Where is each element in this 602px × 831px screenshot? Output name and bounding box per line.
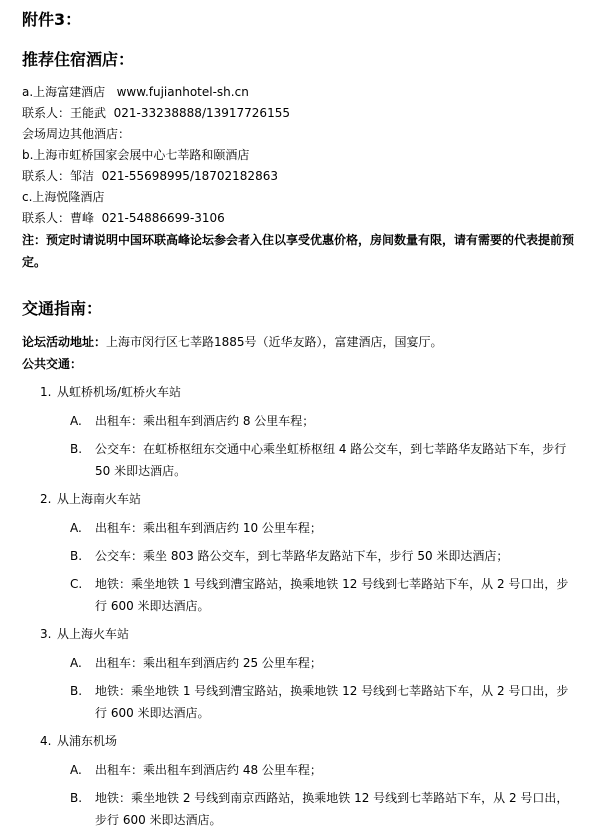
other-hotels-label: 会场周边其他酒店： <box>22 127 131 141</box>
route-option-row <box>70 759 580 781</box>
option-letter: A. <box>70 521 82 535</box>
route-shanghai-south <box>22 489 580 617</box>
route-shanghai-station <box>22 624 580 724</box>
route-pudong-airport <box>22 731 580 831</box>
route-option-row <box>70 517 580 539</box>
hotel-c-line: c.上海悦隆酒店 <box>22 190 105 204</box>
route-option-row <box>70 438 580 482</box>
route-title-row <box>40 382 580 403</box>
route-option-row <box>70 652 580 674</box>
route-option-row <box>70 410 580 432</box>
option-text: 地铁：乘坐地铁 1 号线到漕宝路站，换乘地铁 12 号线到七莘路站下车，从 2 号口出，步行 600 米即达酒店。 <box>95 577 569 613</box>
option-letter: A. <box>70 656 82 670</box>
forum-address-value: 上海市闵行区七莘路1885号（近华友路），富建酒店，国宴厅。 <box>106 335 443 349</box>
forum-address-label: 论坛活动地址： <box>22 335 107 349</box>
transport-routes-list <box>22 382 580 831</box>
route-option-row <box>70 573 580 617</box>
option-text: 出租车：乘出租车到酒店约 10 公里车程； <box>95 521 322 535</box>
route-option-row <box>70 680 580 724</box>
route-number: 1. <box>40 385 52 399</box>
option-text: 出租车：乘出租车到酒店约 25 公里车程； <box>95 656 322 670</box>
hotel-b-line: b.上海市虹桥国家会展中心七莘路和颐酒店 <box>22 148 250 162</box>
hotel-a-contact: 联系人：王能武 021-33238888/13917726155 <box>22 106 290 120</box>
transport-section-heading: 交通指南： <box>22 299 103 318</box>
booking-note: 注：预定时请说明中国环联高峰论坛参会者入住以享受优惠价格，房间数量有限，请有需要的代表提前预定。 <box>22 233 575 269</box>
option-text: 地铁：乘坐地铁 1 号线到漕宝路站，换乘地铁 12 号线到七莘路站下车，从 2 号口出，步行 600 米即达酒店。 <box>95 684 569 720</box>
forum-address-line <box>22 331 580 353</box>
option-letter: A. <box>70 414 82 428</box>
option-letter: B. <box>70 442 83 456</box>
hotel-a-line: a.上海富建酒店 www.fujianhotel-sh.cn <box>22 85 249 99</box>
option-text: 公交车：乘坐 803 路公交车，到七莘路华友路站下车，步行 50 米即达酒店； <box>95 549 509 563</box>
route-title-row <box>40 731 580 752</box>
option-letter: B. <box>70 549 83 563</box>
route-hongqiao <box>22 382 580 482</box>
route-option-row <box>70 787 580 831</box>
route-number: 3. <box>40 627 52 641</box>
route-title: 从上海南火车站 <box>57 492 142 506</box>
route-option-row <box>70 545 580 567</box>
hotels-section-heading: 推荐住宿酒店： <box>22 50 135 69</box>
option-text: 出租车：乘出租车到酒店约 8 公里车程； <box>95 414 315 428</box>
route-title: 从浦东机场 <box>57 734 118 748</box>
hotel-b-contact: 联系人：邹洁 021-55698995/18702182863 <box>22 169 278 183</box>
public-transport-label: 公共交通： <box>22 357 83 371</box>
route-title-row <box>40 624 580 645</box>
option-letter: C. <box>70 577 83 591</box>
option-text: 地铁：乘坐地铁 2 号线到南京西路站，换乘地铁 12 号线到七莘路站下车，从 2 号口出，步行 600 米即达酒店。 <box>95 791 569 827</box>
route-title-row <box>40 489 580 510</box>
attachment-heading: 附件3： <box>22 10 82 29</box>
option-text: 公交车：在虹桥枢纽东交通中心乘坐虹桥枢纽 4 路公交车，到七莘路华友路站下车，步行 50 米即达酒店。 <box>95 442 571 478</box>
route-title: 从上海火车站 <box>57 627 130 641</box>
route-number: 4. <box>40 734 52 748</box>
option-letter: B. <box>70 684 83 698</box>
hotel-c-contact: 联系人：曹峰 021-54886699-3106 <box>22 211 225 225</box>
option-letter: A. <box>70 763 82 777</box>
route-number: 2. <box>40 492 52 506</box>
option-letter: B. <box>70 791 83 805</box>
route-title: 从虹桥机场/虹桥火车站 <box>57 385 182 399</box>
option-text: 出租车：乘出租车到酒店约 48 公里车程； <box>95 763 322 777</box>
